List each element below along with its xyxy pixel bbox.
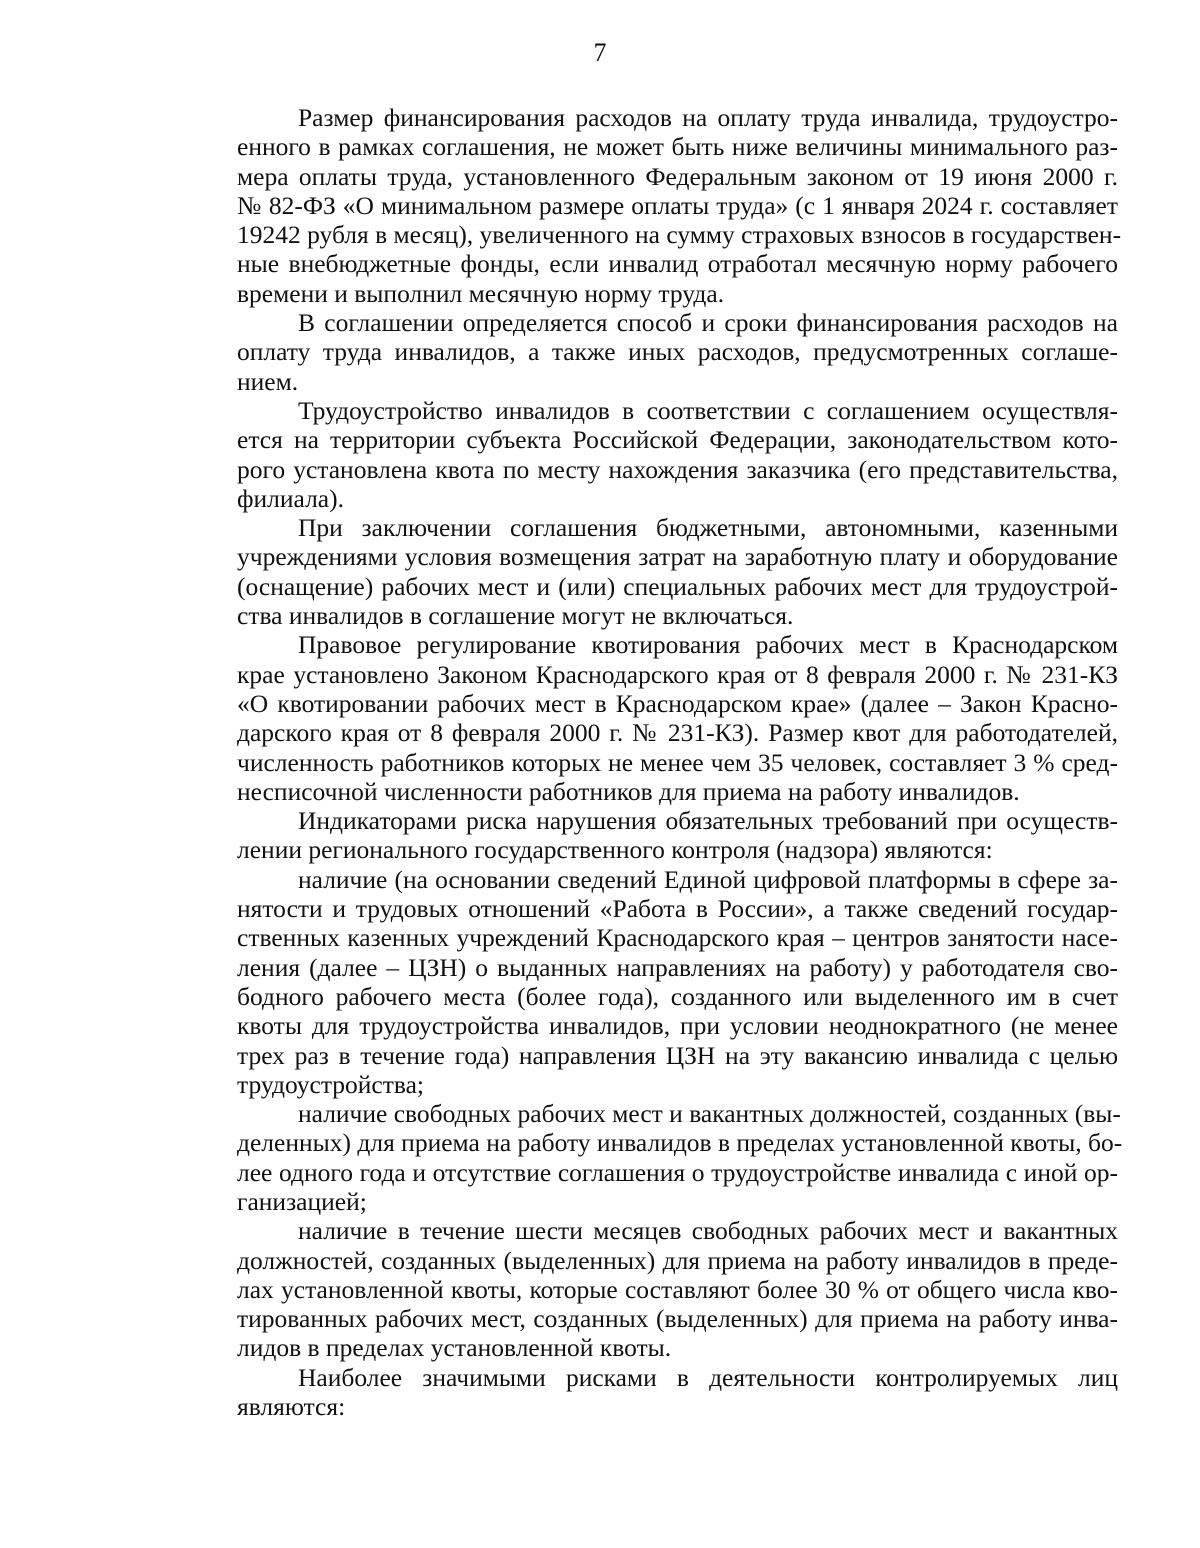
- paragraph-risk-indicators: [237, 806, 1118, 865]
- text-line: ганизацией;: [237, 1186, 367, 1216]
- text-line: Размер финансирования расходов на оплату труда инвалида, трудоустро-: [298, 103, 1118, 132]
- page-number: 7: [593, 38, 607, 67]
- text-line: наличие свободных рабочих мест и вакантных должностей, созданных (вы-: [298, 1099, 1121, 1129]
- text-line: (оснащение) рабочих мест и (или) специальных рабочих мест для трудоустрой-: [237, 571, 1118, 601]
- text-line: учреждениями условия возмещения затрат на заработную плату и оборудование: [237, 542, 1118, 572]
- text-line: наличие (на основании сведений Единой цифровой платформы в сфере за-: [298, 864, 1118, 894]
- text-line: трудоустройства;: [237, 1069, 425, 1099]
- text-line: ства инвалидов в соглашение могут не включаться.: [237, 601, 794, 631]
- paragraph-employment-territory: [237, 396, 1118, 513]
- text-line: лах установленной квоты, которые составляют более 30 % от общего числа кво-: [237, 1274, 1118, 1304]
- text-line: ется на территории субъекта Российской Федерации, законодательством кото-: [237, 425, 1118, 455]
- text-line: деленных) для приема на работу инвалидов в пределах установленной квоты, бо-: [237, 1128, 1123, 1158]
- text-line: времени и выполнил месячную норму труда.: [237, 278, 725, 308]
- text-line: енного в рамках соглашения, не может быть ниже величины минимального раз-: [237, 132, 1118, 162]
- text-line: тированных рабочих мест, созданных (выделенных) для приема на работу инва-: [237, 1304, 1118, 1334]
- text-line: В соглашении определяется способ и сроки финансирования расходов на: [298, 308, 1118, 338]
- paragraph-wage-funding: [237, 103, 1122, 308]
- paragraph-indicator-2: [237, 1099, 1123, 1216]
- text-line: ления (далее – ЦЗН) о выданных направлениях на работу) у работодателя сво-: [237, 952, 1118, 982]
- text-line: ственных казенных учреждений Краснодарского края – центров занятости насе-: [237, 923, 1118, 953]
- text-line: Наиболее значимыми рисками в деятельности контролируемых лиц: [298, 1362, 1118, 1392]
- text-line: квоты для трудоустройства инвалидов, при условии неоднократного (не менее: [237, 1011, 1118, 1041]
- text-line: Правовое регулирование квотирования рабочих мест в Краснодарском: [298, 630, 1118, 660]
- paragraph-significant-risks: [237, 1363, 1118, 1422]
- text-line: нием.: [237, 366, 299, 396]
- paragraph-indicator-1: [237, 865, 1118, 1099]
- text-line: Трудоустройство инвалидов в соответствии с соглашением осуществля-: [298, 395, 1118, 425]
- text-line: численность работников которых не менее чем 35 человек, составляет 3 % сред-: [237, 747, 1118, 777]
- text-line: 19242 рубля в месяц), увеличенного на сумму страховых взносов в государствен-: [237, 220, 1122, 250]
- text-line: должностей, созданных (выделенных) для приема на работу инвалидов в преде-: [237, 1245, 1118, 1275]
- paragraph-indicator-3: [237, 1216, 1118, 1362]
- text-line: крае установлено Законом Краснодарского края от 8 февраля 2000 г. № 231-КЗ: [237, 659, 1118, 689]
- text-line: оплату труда инвалидов, а также иных расходов, предусмотренных соглаше-: [237, 337, 1118, 367]
- text-line: нятости и трудовых отношений «Работа в России», а также сведений государ-: [237, 894, 1118, 924]
- text-line: дарского края от 8 февраля 2000 г. № 231-КЗ). Размер квот для работодателей,: [237, 718, 1118, 748]
- text-line: лидов в пределах установленной квоты.: [237, 1333, 672, 1363]
- text-line: несписочной численности работников для приема на работу инвалидов.: [237, 776, 1020, 806]
- text-line: бодного рабочего места (более года), созданного или выделенного им в счет: [237, 981, 1118, 1011]
- paragraph-budget-institutions: [237, 513, 1118, 630]
- paragraph-legal-regulation: [237, 630, 1118, 806]
- text-line: № 82-ФЗ «О минимальном размере оплаты труда» (с 1 января 2024 г. составляет: [237, 190, 1118, 220]
- text-line: рого установлена квота по месту нахождения заказчика (его представительства,: [237, 454, 1118, 484]
- text-line: При заключении соглашения бюджетными, автономными, казенными: [298, 513, 1118, 543]
- text-line: лении регионального государственного контроля (надзора) являются:: [237, 835, 993, 865]
- text-line: мера оплаты труда, установленного Федеральным законом от 19 июня 2000 г.: [237, 161, 1118, 191]
- text-line: Индикаторами риска нарушения обязательных требований при осуществ-: [298, 806, 1118, 836]
- paragraph-funding-terms: [237, 308, 1118, 396]
- text-line: являются:: [237, 1392, 346, 1422]
- text-line: ные внебюджетные фонды, если инвалид отработал месячную норму рабочего: [237, 249, 1118, 279]
- text-line: «О квотировании рабочих мест в Краснодарском крае» (далее – Закон Красно-: [237, 688, 1118, 718]
- text-line: филиала).: [237, 483, 344, 513]
- text-line: трех раз в течение года) направления ЦЗН на эту вакансию инвалида с целью: [237, 1040, 1118, 1070]
- text-line: наличие в течение шести месяцев свободных рабочих мест и вакантных: [298, 1216, 1118, 1246]
- text-line: лее одного года и отсутствие соглашения о трудоустройстве инвалида с иной ор-: [237, 1157, 1118, 1187]
- document-body: [237, 103, 1123, 1422]
